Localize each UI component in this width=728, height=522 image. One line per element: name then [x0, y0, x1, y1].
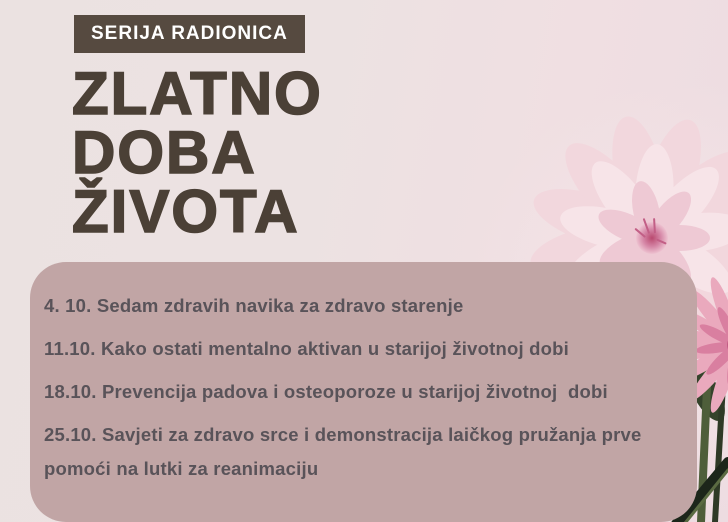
poster-title [72, 60, 323, 245]
title-line-2: DOBA [72, 119, 257, 186]
schedule-item [44, 375, 687, 409]
schedule-item-text: Savjeti za zdravo srce i demonstracija laičkog pružanja prve pomoći na lutki za reanimaciju [44, 424, 647, 479]
workshop-series-badge [74, 15, 305, 53]
schedule-item-text: Sedam zdravih navika za zdravo starenje [96, 295, 464, 316]
schedule-item-date: 18.10. [44, 381, 97, 402]
schedule-panel [30, 262, 697, 522]
title-line-1: ZLATNO [72, 60, 323, 127]
schedule-item [44, 418, 687, 486]
title-line-3: ŽIVOTA [72, 178, 300, 245]
badge-label: SERIJA RADIONICA [91, 23, 288, 44]
schedule-item-text: Prevencija padova i osteoporoze u starijoj životnoj dobi [101, 381, 608, 402]
schedule-item-date: 11.10. [44, 338, 96, 359]
schedule-item-text: Kako ostati mentalno aktivan u starijoj životnoj dobi [100, 338, 569, 359]
schedule-item-date: 25.10. [44, 424, 97, 445]
schedule-item [44, 332, 687, 366]
schedule-item [44, 289, 687, 323]
schedule-item-date: 4. 10. [44, 295, 92, 316]
